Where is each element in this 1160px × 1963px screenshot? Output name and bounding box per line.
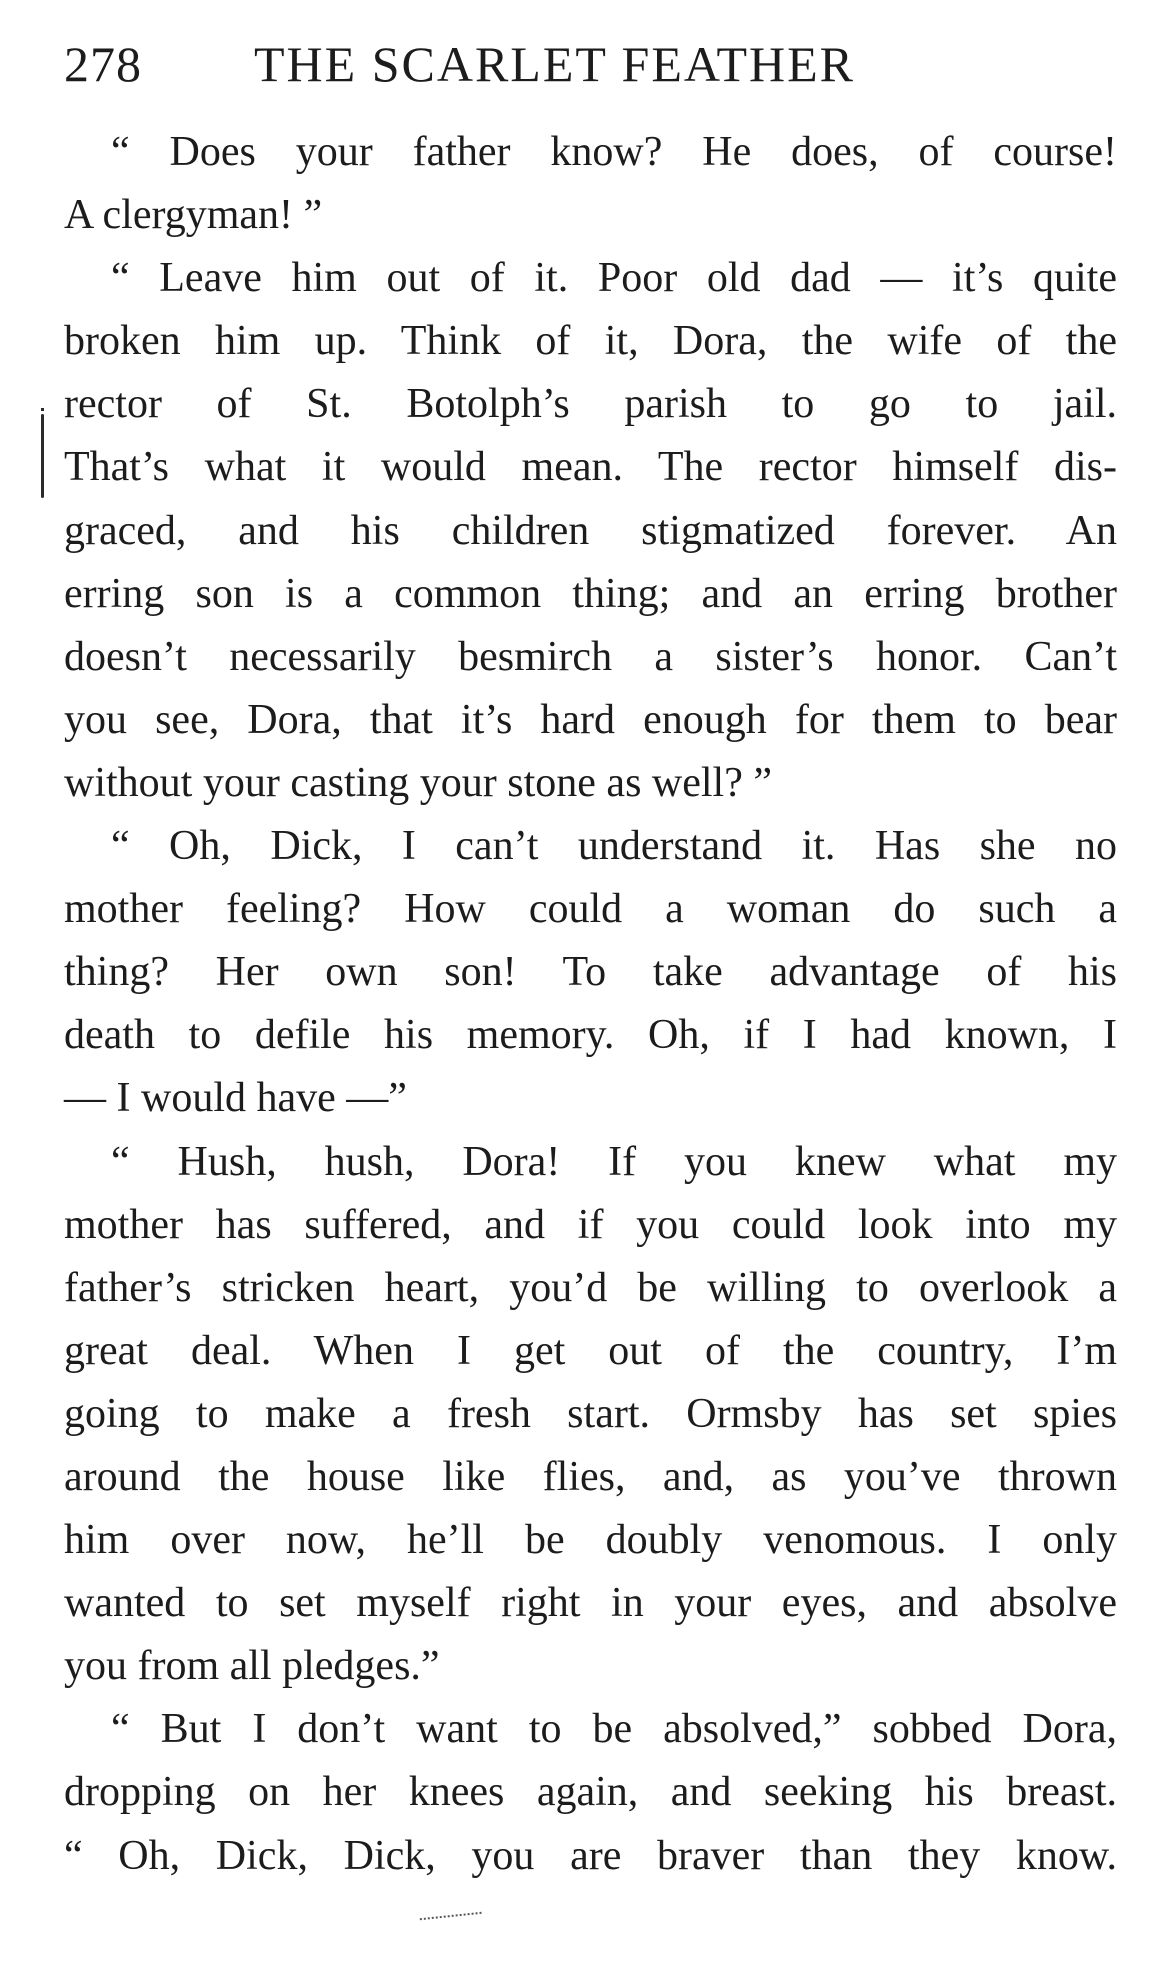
text-line: great deal. When I get out of the country, I’m xyxy=(64,1327,1117,1374)
text-line: doesn’t necessarily besmirch a sister’s honor. Can’t xyxy=(64,633,1117,680)
text-line: — I would have —” xyxy=(64,1075,407,1122)
text-line: mother has suffered, and if you could look into my xyxy=(64,1201,1117,1248)
text-line: you from all pledges.” xyxy=(64,1643,440,1690)
text-line: around the house like flies, and, as you’ve thrown xyxy=(64,1453,1117,1500)
page-header xyxy=(64,24,1104,104)
text-line: broken him up. Think of it, Dora, the wife of the xyxy=(64,318,1117,365)
text-line: wanted to set myself right in your eyes, and absolve xyxy=(64,1580,1117,1627)
text-line: rector of St. Botolph’s parish to go to jail. xyxy=(64,381,1117,428)
text-line: That’s what it would mean. The rector himself dis- xyxy=(64,444,1117,491)
text-line: “ Does your father know? He does, of course! xyxy=(111,129,1117,175)
body-text xyxy=(64,121,1117,1888)
text-line: “ Oh, Dick, Dick, you are braver than they know. xyxy=(64,1832,1117,1879)
text-line: graced, and his children stigmatized forever. An xyxy=(64,507,1117,554)
running-head: THE SCARLET FEATHER xyxy=(254,36,855,92)
text-line: A clergyman! ” xyxy=(64,192,323,239)
text-line: “ Hush, hush, Dora! If you knew what my xyxy=(111,1138,1117,1185)
text-line: thing? Her own son! To take advantage of his xyxy=(64,949,1117,996)
text-line: mother feeling? How could a woman do such a xyxy=(64,886,1117,933)
text-line: “ Oh, Dick, I can’t understand it. Has she no xyxy=(111,823,1117,870)
text-line: “ But I don’t want to be absolved,” sobbed Dora, xyxy=(111,1706,1117,1753)
text-line: you see, Dora, that it’s hard enough for them to bear xyxy=(64,696,1117,743)
text-line: erring son is a common thing; and an erring brother xyxy=(64,570,1117,617)
text-line: going to make a fresh start. Ormsby has set spies xyxy=(64,1390,1117,1437)
text-line: death to defile his memory. Oh, if I had known, I xyxy=(64,1012,1117,1059)
text-line: dropping on her knees again, and seeking his breast. xyxy=(64,1769,1117,1816)
ink-smudge xyxy=(420,1912,482,1926)
text-line: “ Leave him out of it. Poor old dad — it’s quite xyxy=(111,255,1117,302)
text-line: him over now, he’ll be doubly venomous. I only xyxy=(64,1517,1117,1564)
text-line: without your casting your stone as well? ” xyxy=(64,759,773,806)
page-number: 278 xyxy=(64,36,142,92)
text-line: father’s stricken heart, you’d be willing to overlook a xyxy=(64,1264,1117,1311)
margin-mark xyxy=(41,414,44,498)
